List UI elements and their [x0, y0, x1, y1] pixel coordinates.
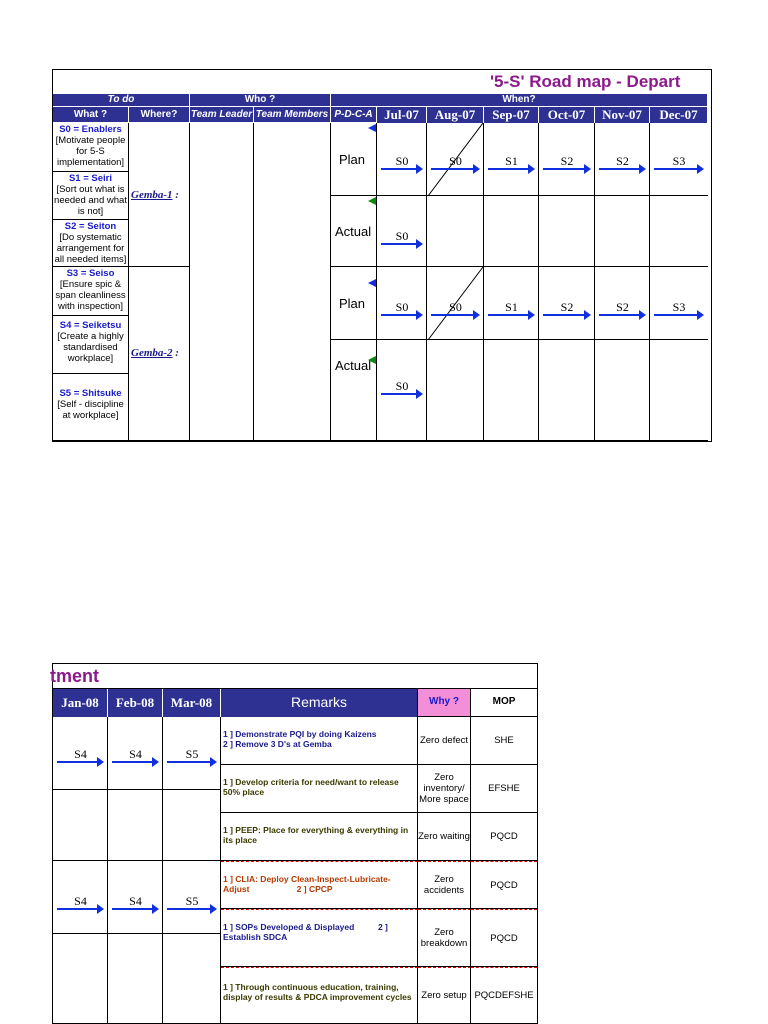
- arrow-icon: [599, 168, 644, 170]
- schedule-cell: [595, 196, 650, 267]
- why-cell: Zero inventory/ More space: [418, 765, 471, 813]
- arrow-icon: [431, 314, 478, 316]
- schedule-cell: [484, 196, 539, 267]
- schedule-cell: [650, 340, 708, 441]
- month-header: Oct-07: [539, 107, 595, 123]
- arrow-icon: [488, 168, 533, 170]
- schedule-cell: [108, 934, 163, 1024]
- what-s3: S3 = Seiso [Ensure spic & span cleanliness with inspection]: [53, 267, 129, 316]
- stage-label: S3: [672, 300, 686, 314]
- pdca-actual-2: Actual: [331, 340, 377, 441]
- team-leader-cell: [190, 123, 254, 441]
- stage-label: S1: [505, 300, 518, 314]
- remark-text: 1 ] Develop criteria for need/want to release 50% place: [221, 765, 418, 813]
- schedule-cell: [427, 340, 484, 441]
- month-header: Feb-08: [108, 689, 163, 717]
- stage-label: S4: [129, 894, 142, 908]
- header-who: Who ?: [190, 94, 331, 107]
- why-cell: Zero breakdown: [418, 909, 471, 967]
- arrow-icon: [488, 314, 533, 316]
- arrow-icon: [599, 314, 644, 316]
- remark-text: 1 ] PEEP: Place for everything & everything in its place: [221, 813, 418, 861]
- where-gemba-2: Gemba-2 :: [129, 267, 190, 441]
- what-s1: S1 = Seiri [Sort out what is needed and what is not]: [53, 172, 129, 220]
- what-s4: S4 = Seiketsu [Create a highly standardised workplace]: [53, 316, 129, 374]
- mop-cell: SHE: [471, 717, 537, 765]
- stage-label: S0: [395, 229, 409, 243]
- team-members-cell: [254, 123, 331, 441]
- stage-label: S0: [449, 300, 462, 314]
- stage-label: S2: [616, 154, 629, 168]
- what-s0: S0 = Enablers [Motivate people for 5-S implementation]: [53, 123, 129, 172]
- where-gemba-1: Gemba-1 :: [129, 123, 190, 267]
- arrow-icon: [57, 908, 102, 910]
- remark-text: 1 ] Through continuous education, training, display of results & PDCA improvement cycles: [221, 967, 418, 1024]
- arrow-icon: [381, 393, 421, 395]
- mop-cell: EFSHE: [471, 765, 537, 813]
- what-s2: S2 = Seiton [Do systematic arrangement for all needed items]: [53, 220, 129, 267]
- pdca-actual-1: Actual: [331, 196, 377, 267]
- actual-marker-icon: [368, 356, 376, 364]
- page-title-continued: tment: [50, 666, 99, 686]
- arrow-icon: [543, 314, 589, 316]
- mop-cell: PQCD: [471, 861, 537, 909]
- month-header: Mar-08: [163, 689, 221, 717]
- header-mop: MOP: [471, 689, 537, 717]
- schedule-cell: [53, 790, 108, 861]
- month-header: Jan-08: [53, 689, 108, 717]
- pdca-plan-2: Plan: [331, 267, 377, 340]
- header-where: Where?: [129, 107, 190, 123]
- why-cell: Zero setup: [418, 967, 471, 1024]
- schedule-cell: [484, 340, 539, 441]
- schedule-cell: [539, 196, 595, 267]
- stage-label: S0: [449, 154, 462, 168]
- stage-label: S2: [560, 300, 574, 314]
- header-why: Why ?: [418, 689, 471, 717]
- pdca-plan-1: Plan: [331, 123, 377, 196]
- arrow-icon: [167, 761, 215, 763]
- month-header: Aug-07: [427, 107, 484, 123]
- why-cell: Zero waiting: [418, 813, 471, 861]
- schedule-cell: [163, 790, 221, 861]
- stage-label: S0: [395, 379, 409, 393]
- header-team-leader: Team Leader: [190, 107, 254, 123]
- stage-label: S4: [129, 747, 142, 761]
- why-cell: Zero defect: [418, 717, 471, 765]
- header-team-members: Team Members: [254, 107, 331, 123]
- plan-marker-icon: [368, 124, 376, 132]
- arrow-icon: [431, 168, 478, 170]
- plan-marker-icon: [368, 279, 376, 287]
- header-pdca: P-D-C-A: [331, 107, 377, 123]
- remark-text: 1 ] SOPs Developed & Displayed 2 ] Establish SDCA: [221, 909, 418, 967]
- remark-text: 1 ] CLIA: Deploy Clean-Inspect-Lubricate-Adjust 2 ] CPCP: [221, 861, 418, 909]
- stage-label: S1: [505, 154, 518, 168]
- schedule-cell: [650, 196, 708, 267]
- actual-marker-icon: [368, 197, 376, 205]
- month-header: Sep-07: [484, 107, 539, 123]
- stage-label: S2: [616, 300, 629, 314]
- stage-label: S0: [395, 300, 409, 314]
- month-header: Nov-07: [595, 107, 650, 123]
- header-when: When?: [331, 94, 708, 107]
- stage-label: S4: [74, 747, 87, 761]
- month-header: Jul-07: [377, 107, 427, 123]
- mop-cell: PQCD: [471, 813, 537, 861]
- arrow-icon: [654, 168, 702, 170]
- why-cell: Zero accidents: [418, 861, 471, 909]
- header-todo: To do: [53, 94, 190, 107]
- arrow-icon: [543, 168, 589, 170]
- stage-label: S5: [185, 747, 199, 761]
- remark-text: 1 ] Demonstrate PQI by doing Kaizens 2 ] Remove 3 D's at Gemba: [221, 717, 418, 765]
- schedule-cell: [53, 934, 108, 1024]
- arrow-icon: [381, 243, 421, 245]
- schedule-cell: [108, 790, 163, 861]
- arrow-icon: [57, 761, 102, 763]
- arrow-icon: [167, 908, 215, 910]
- stage-label: S5: [185, 894, 199, 908]
- arrow-icon: [381, 314, 421, 316]
- stage-label: S4: [74, 894, 87, 908]
- arrow-icon: [112, 908, 157, 910]
- month-header: Dec-07: [650, 107, 708, 123]
- stage-label: S0: [395, 154, 409, 168]
- header-remarks: Remarks: [221, 689, 418, 717]
- schedule-cell: [163, 934, 221, 1024]
- stage-label: S2: [560, 154, 574, 168]
- mop-cell: PQCDEFSHE: [471, 967, 537, 1024]
- header-what: What ?: [53, 107, 129, 123]
- schedule-cell: [427, 196, 484, 267]
- arrow-icon: [654, 314, 702, 316]
- what-s5: S5 = Shitsuke [Self - discipline at workplace]: [53, 374, 129, 441]
- page-title: '5-S' Road map - Depart: [490, 72, 681, 91]
- arrow-icon: [112, 761, 157, 763]
- arrow-icon: [381, 168, 421, 170]
- stage-label: S3: [672, 154, 686, 168]
- schedule-cell: [595, 340, 650, 441]
- schedule-cell: [539, 340, 595, 441]
- mop-cell: PQCD: [471, 909, 537, 967]
